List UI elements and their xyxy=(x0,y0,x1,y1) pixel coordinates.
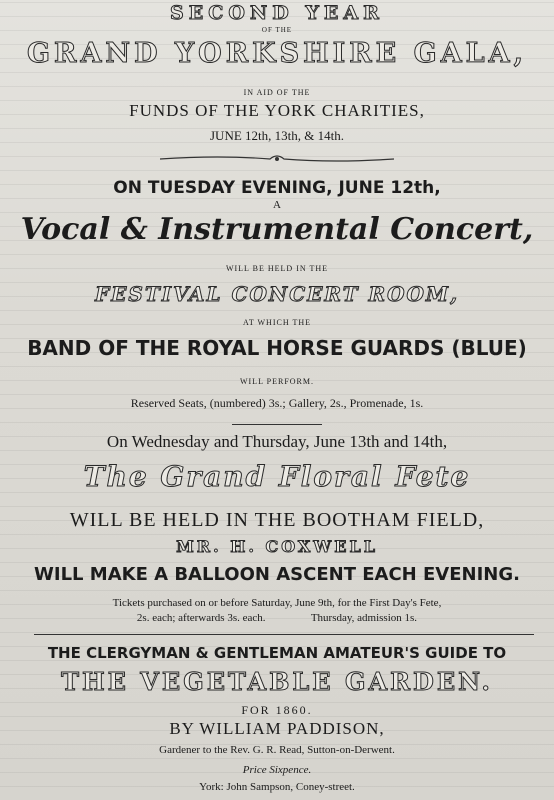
header-in-aid: IN AID OF THE xyxy=(243,88,311,97)
for-1860: FOR 1860. xyxy=(241,703,313,717)
short-divider xyxy=(232,424,322,425)
gardener-line: Gardener to the Rev. G. R. Read, Sutton-on-Derwent. xyxy=(159,744,395,756)
guide-heading: THE CLERGYMAN & GENTLEMAN AMATEUR'S GUIDE TO xyxy=(47,644,507,662)
header-of-the: OF THE xyxy=(261,26,293,34)
festival-room: FESTIVAL CONCERT ROOM, xyxy=(94,282,460,306)
floral-fete-title: The Grand Floral Fete xyxy=(83,460,471,493)
tuesday-a: A xyxy=(273,199,281,211)
bootham-field: WILL BE HELD IN THE BOOTHAM FIELD, xyxy=(69,509,485,531)
ticket-prices: Reserved Seats, (numbered) 3s.; Gallery, 2s., Promenade, 1s. xyxy=(130,396,424,410)
tickets-prices-a: 2s. each; afterwards 3s. each. xyxy=(136,612,266,624)
header-gala-title: GRAND YORKSHIRE GALA, xyxy=(26,38,528,69)
section-rule xyxy=(34,634,534,635)
tuesday-heading: ON TUESDAY EVENING, JUNE 12th, xyxy=(113,178,441,198)
tickets-note-2 xyxy=(0,612,554,624)
at-which: AT WHICH THE xyxy=(243,318,311,327)
will-be-held: WILL BE HELD IN THE xyxy=(225,264,329,273)
fete-dates: On Wednesday and Thursday, June 13th and 14th, xyxy=(106,432,448,451)
header-second-year: SECOND YEAR xyxy=(170,2,384,24)
header-charities: FUNDS OF THE YORK CHARITIES, xyxy=(129,101,425,120)
price-line: Price Sixpence. xyxy=(242,764,312,776)
tickets-prices-b: Thursday, admission 1s. xyxy=(310,612,418,624)
header-dates: JUNE 12th, 13th, & 14th. xyxy=(210,128,344,143)
tickets-note: Tickets purchased on or before Saturday, June 9th, for the First Day's Fete, xyxy=(112,597,442,609)
band-name: BAND OF THE ROYAL HORSE GUARDS (BLUE) xyxy=(27,336,527,360)
concert-title: Vocal & Instrumental Concert, xyxy=(20,212,534,247)
author: BY WILLIAM PADDISON, xyxy=(169,719,385,738)
coxwell: MR. H. COXWELL xyxy=(176,537,378,556)
vegetable-garden-title: THE VEGETABLE GARDEN. xyxy=(61,667,493,696)
ornamental-divider xyxy=(160,152,394,166)
balloon-ascent: WILL MAKE A BALLOON ASCENT EACH EVENING. xyxy=(34,564,520,585)
publisher-line: York: John Sampson, Coney-street. xyxy=(199,781,355,793)
will-perform: WILL PERFORM. xyxy=(239,377,315,386)
